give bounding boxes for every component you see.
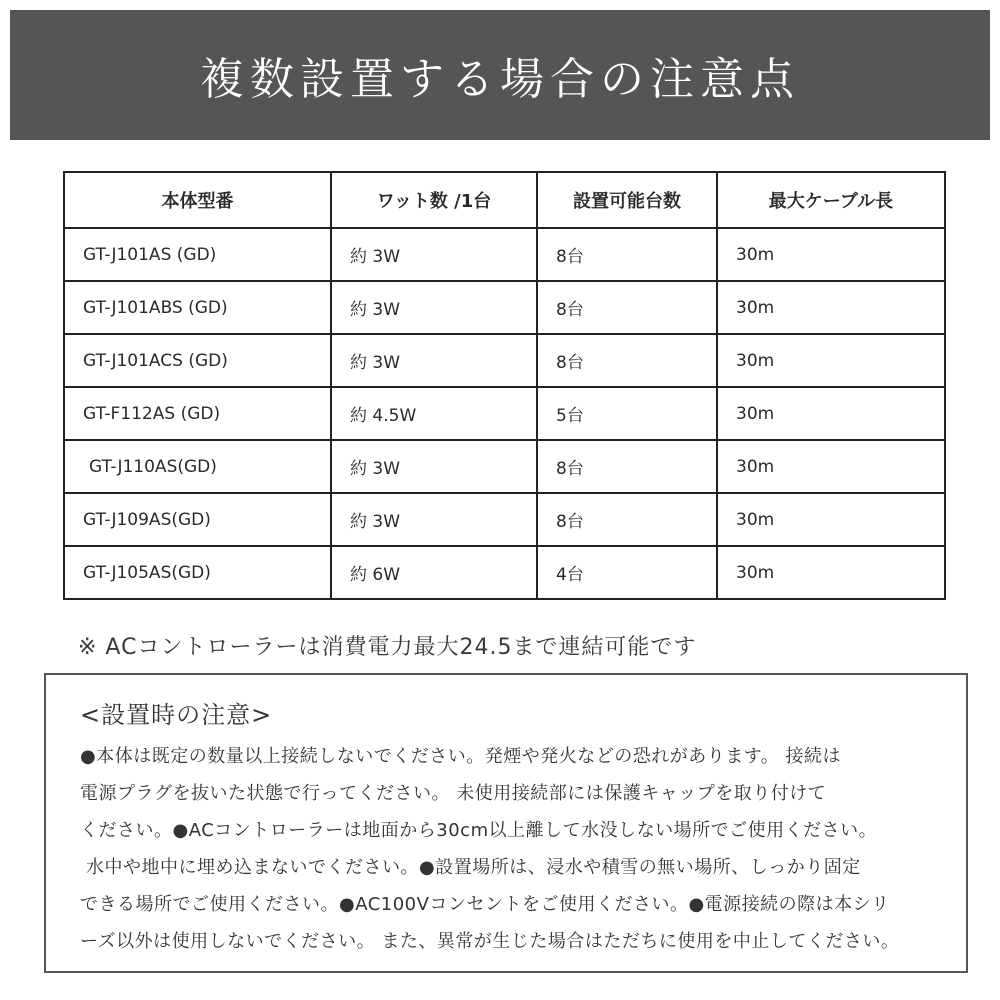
column-header-model: 本体型番 [64,172,331,228]
cell-wattage: 約 3W [331,440,537,493]
table-row [64,334,945,387]
cell-max-units: 8台 [537,334,717,387]
caution-line: 電源プラグを抜いた状態で行ってください。 未使用接続部には保護キャップを取り付けて [80,783,827,804]
caution-line: 水中や地中に埋め込まないでください。●設置場所は、浸水や積雪の無い場所、しっかり固定 [86,857,861,878]
table-header-row [64,172,945,228]
caution-line: できる場所でご使用ください。●AC100Vコンセントをご使用ください。●電源接続の際は本シリ [80,894,890,915]
column-header-wattage: ワット数 /1台 [331,172,537,228]
cell-cable-length: 30m [717,440,945,493]
cell-model: GT-J101AS (GD) [64,228,331,281]
cell-wattage: 約 3W [331,493,537,546]
table-row [64,281,945,334]
footnote: ※ ACコントローラーは消費電力最大24.5まで連結可能です [78,635,697,660]
cell-wattage: 約 3W [331,281,537,334]
cell-wattage: 約 3W [331,334,537,387]
table-row [64,546,945,599]
cell-model: GT-J105AS(GD) [64,546,331,599]
table-row [64,440,945,493]
cell-cable-length: 30m [717,228,945,281]
cell-model: GT-J101ABS (GD) [64,281,331,334]
table-row [64,228,945,281]
cell-cable-length: 30m [717,387,945,440]
cell-cable-length: 30m [717,281,945,334]
header-banner [10,10,990,140]
cell-model: GT-J109AS(GD) [64,493,331,546]
table-row [64,493,945,546]
cell-max-units: 5台 [537,387,717,440]
cell-max-units: 8台 [537,281,717,334]
cell-max-units: 8台 [537,228,717,281]
spec-table [63,171,946,600]
caution-line: ーズ以外は使用しないでください。 また、異常が生じた場合はただちに使用を中止してください。 [80,931,900,952]
caution-box [44,673,968,973]
caution-line: ください。●ACコントローラーは地面から30cm以上離して水没しない場所でご使用ください。 [80,820,878,841]
cell-max-units: 4台 [537,546,717,599]
page-title: 複数設置する場合の注意点 [200,54,800,105]
cell-cable-length: 30m [717,493,945,546]
caution-line: ●本体は既定の数量以上接続しないでください。発煙や発火などの恐れがあります。 接続は [80,746,841,767]
cell-model: GT-J101ACS (GD) [64,334,331,387]
cell-wattage: 約 6W [331,546,537,599]
table-row [64,387,945,440]
column-header-max-units: 設置可能台数 [537,172,717,228]
cell-model: GT-F112AS (GD) [64,387,331,440]
cell-max-units: 8台 [537,440,717,493]
cell-wattage: 約 3W [331,228,537,281]
cell-cable-length: 30m [717,334,945,387]
column-header-cable-length: 最大ケーブル長 [717,172,945,228]
cell-model: GT-J110AS(GD) [64,440,331,493]
caution-title: <設置時の注意> [80,701,273,729]
cell-cable-length: 30m [717,546,945,599]
cell-wattage: 約 4.5W [331,387,537,440]
cell-max-units: 8台 [537,493,717,546]
